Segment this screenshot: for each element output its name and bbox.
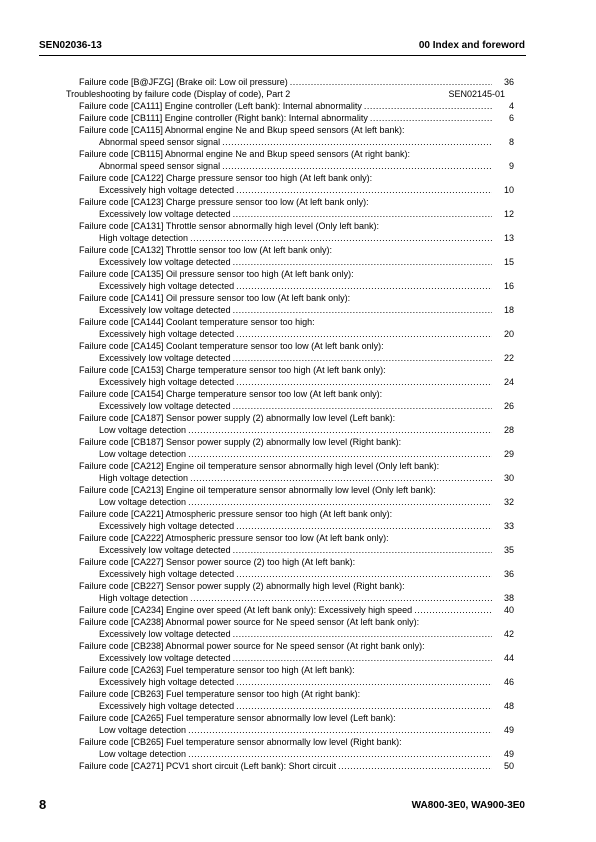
toc-entry-text: Failure code [CA187] Sensor power supply (2) abnormally low level (Left bank): bbox=[79, 413, 396, 423]
toc-entry-text: Excessively high voltage detected bbox=[99, 281, 235, 291]
toc-entry-continuation-line bbox=[66, 520, 514, 532]
toc-page-number: 32 bbox=[503, 497, 514, 507]
toc-dot-leader bbox=[236, 520, 492, 532]
toc-entry bbox=[66, 172, 514, 196]
toc-entry-text: Failure code [CA135] Oil pressure sensor too high (At left bank only): bbox=[79, 269, 354, 279]
toc-entry-title-line bbox=[66, 532, 514, 544]
toc-entry bbox=[66, 340, 514, 364]
toc-entry bbox=[66, 244, 514, 268]
toc-page-number: 22 bbox=[503, 353, 514, 363]
toc-page-number: 6 bbox=[508, 113, 514, 123]
section-title: 00 Index and foreword bbox=[418, 40, 525, 51]
toc-page-number: 29 bbox=[503, 449, 514, 459]
toc-entry-continuation-line bbox=[66, 496, 514, 508]
toc-entry-text: Failure code [CA221] Atmospheric pressure sensor too high (At left bank only): bbox=[79, 509, 393, 519]
toc-entry bbox=[66, 616, 514, 640]
toc-page-number: 4 bbox=[508, 101, 514, 111]
toc-entry bbox=[66, 640, 514, 664]
toc-entry-text: Troubleshooting by failure code (Display of code), Part 2 bbox=[66, 89, 291, 99]
toc-entry-continuation-line bbox=[66, 136, 514, 148]
toc-dot-leader bbox=[222, 160, 492, 172]
toc-page-number: 10 bbox=[503, 185, 514, 195]
toc-entry-text: Failure code [CA213] Engine oil temperature sensor abnormally low level (Only left bank): bbox=[79, 485, 436, 495]
toc-entry-title-line bbox=[66, 268, 514, 280]
toc-entry-continuation-line bbox=[66, 676, 514, 688]
toc-page-number: 48 bbox=[503, 701, 514, 711]
toc-page-number: 9 bbox=[508, 161, 514, 171]
toc-entry bbox=[66, 112, 514, 124]
toc-entry bbox=[66, 604, 514, 616]
toc-dot-leader bbox=[236, 376, 492, 388]
toc-entry-text: Excessively low voltage detected bbox=[99, 629, 231, 639]
toc-entry-text: Low voltage detection bbox=[99, 725, 187, 735]
toc-entry-text: Failure code [CB111] Engine controller (Right bank): Internal abnormality bbox=[79, 113, 368, 123]
toc-page-number: 33 bbox=[503, 521, 514, 531]
toc-entry bbox=[66, 412, 514, 436]
toc-page-number: 8 bbox=[508, 137, 514, 147]
toc-page-number: 12 bbox=[503, 209, 514, 219]
toc-page-number: 49 bbox=[503, 749, 514, 759]
toc-entry-continuation-line bbox=[66, 472, 514, 484]
toc-page-number: 50 bbox=[503, 761, 514, 771]
toc-entry-text: Failure code [CA122] Charge pressure sensor too high (At left bank only): bbox=[79, 173, 373, 183]
toc-entry-text: Excessively high voltage detected bbox=[99, 329, 235, 339]
toc-entry-continuation-line bbox=[66, 304, 514, 316]
toc-entry-continuation-line bbox=[66, 700, 514, 712]
toc-entry-title-line bbox=[66, 388, 514, 400]
toc-entry-text: Failure code [CA144] Coolant temperature sensor too high: bbox=[79, 317, 315, 327]
toc-page-number: 28 bbox=[503, 425, 514, 435]
toc-dot-leader bbox=[236, 328, 492, 340]
toc-entry-text: Failure code [CA263] Fuel temperature sensor too high (At left bank): bbox=[79, 665, 355, 675]
toc-entry bbox=[66, 556, 514, 580]
toc-entry-continuation-line bbox=[66, 328, 514, 340]
toc-entry-text: Failure code [CB115] Abnormal engine Ne and Bkup speed sensors (At right bank): bbox=[79, 149, 411, 159]
toc-entry-text: Excessively low voltage detected bbox=[99, 257, 231, 267]
toc-dot-leader bbox=[188, 448, 492, 460]
toc-entry bbox=[66, 664, 514, 688]
toc-entry-title-line bbox=[66, 88, 514, 100]
toc-entry bbox=[66, 712, 514, 736]
toc-entry-continuation-line bbox=[66, 208, 514, 220]
toc-entry-title-line bbox=[66, 580, 514, 592]
toc-page-number: 18 bbox=[503, 305, 514, 315]
toc-entry bbox=[66, 508, 514, 532]
table-of-contents bbox=[66, 76, 514, 772]
toc-dot-leader bbox=[233, 628, 492, 640]
toc-dot-leader bbox=[190, 232, 492, 244]
toc-entry bbox=[66, 148, 514, 172]
toc-entry-title-line bbox=[66, 436, 514, 448]
toc-entry-text: Excessively high voltage detected bbox=[99, 569, 235, 579]
toc-entry-continuation-line bbox=[66, 448, 514, 460]
toc-entry-text: Failure code [CA141] Oil pressure sensor too low (At left bank only): bbox=[79, 293, 351, 303]
toc-entry-continuation-line bbox=[66, 256, 514, 268]
toc-page-number: 13 bbox=[503, 233, 514, 243]
toc-dot-leader bbox=[222, 136, 492, 148]
toc-entry-title-line bbox=[66, 76, 514, 88]
toc-page-number: 30 bbox=[503, 473, 514, 483]
toc-entry-text: Excessively high voltage detected bbox=[99, 677, 235, 687]
toc-entry-text: Failure code [CB227] Sensor power supply (2) abnormally high level (Right bank): bbox=[79, 581, 405, 591]
toc-entry-continuation-line bbox=[66, 352, 514, 364]
toc-entry-text: Excessively low voltage detected bbox=[99, 209, 231, 219]
toc-entry-title-line bbox=[66, 664, 514, 676]
toc-page-number: 36 bbox=[503, 77, 514, 87]
toc-entry-text: Abnormal speed sensor signal bbox=[99, 137, 221, 147]
toc-dot-leader bbox=[236, 280, 492, 292]
toc-entry-title-line bbox=[66, 760, 514, 772]
toc-entry-title-line bbox=[66, 292, 514, 304]
toc-page-number: 15 bbox=[503, 257, 514, 267]
toc-entry-text: High voltage detection bbox=[99, 233, 189, 243]
toc-entry-title-line bbox=[66, 412, 514, 424]
toc-entry-title-line bbox=[66, 508, 514, 520]
toc-entry-text: Failure code [CA271] PCV1 short circuit (Left bank): Short circuit bbox=[79, 761, 337, 771]
toc-entry-text: Failure code [CA234] Engine over speed (At left bank only): Excessively high speed bbox=[79, 605, 413, 615]
toc-dot-leader bbox=[188, 724, 492, 736]
toc-entry-title-line bbox=[66, 172, 514, 184]
toc-dot-leader bbox=[414, 604, 492, 616]
toc-entry-continuation-line bbox=[66, 652, 514, 664]
toc-dot-leader bbox=[233, 544, 492, 556]
toc-entry-text: Abnormal speed sensor signal bbox=[99, 161, 221, 171]
toc-entry-text: Excessively high voltage detected bbox=[99, 521, 235, 531]
toc-entry-title-line bbox=[66, 124, 514, 136]
toc-entry-text: Excessively low voltage detected bbox=[99, 305, 231, 315]
toc-entry-title-line bbox=[66, 112, 514, 124]
toc-entry-text: Failure code [CA123] Charge pressure sensor too low (At left bank only): bbox=[79, 197, 369, 207]
toc-dot-leader bbox=[188, 424, 492, 436]
toc-entry-continuation-line bbox=[66, 724, 514, 736]
toc-page-number: 20 bbox=[503, 329, 514, 339]
toc-page-number: 16 bbox=[503, 281, 514, 291]
toc-entry-continuation-line bbox=[66, 568, 514, 580]
toc-dot-leader bbox=[236, 568, 492, 580]
toc-page-number: 36 bbox=[503, 569, 514, 579]
toc-entry-text: Low voltage detection bbox=[99, 497, 187, 507]
toc-page-number: 35 bbox=[503, 545, 514, 555]
toc-dot-leader bbox=[233, 352, 492, 364]
toc-entry bbox=[66, 736, 514, 760]
toc-entry-title-line bbox=[66, 100, 514, 112]
toc-entry-text: Low voltage detection bbox=[99, 749, 187, 759]
toc-entry bbox=[66, 220, 514, 244]
toc-entry bbox=[66, 436, 514, 460]
toc-entry-continuation-line bbox=[66, 280, 514, 292]
toc-entry-text: Failure code [CB187] Sensor power supply (2) abnormally low level (Right bank): bbox=[79, 437, 402, 447]
toc-entry-text: Failure code [CA132] Throttle sensor too low (At left bank only): bbox=[79, 245, 332, 255]
toc-entry-continuation-line bbox=[66, 592, 514, 604]
toc-entry-text: Excessively low voltage detected bbox=[99, 401, 231, 411]
toc-entry bbox=[66, 100, 514, 112]
toc-dot-leader bbox=[338, 760, 492, 772]
toc-entry bbox=[66, 484, 514, 508]
toc-dot-leader bbox=[188, 496, 492, 508]
toc-entry-text: Failure code [CA227] Sensor power source (2) too high (At left bank): bbox=[79, 557, 356, 567]
toc-entry-title-line bbox=[66, 736, 514, 748]
toc-dot-leader bbox=[364, 100, 492, 112]
toc-page-number: 42 bbox=[503, 629, 514, 639]
toc-entry bbox=[66, 292, 514, 316]
toc-entry-title-line bbox=[66, 364, 514, 376]
toc-entry-text: Low voltage detection bbox=[99, 425, 187, 435]
toc-entry-continuation-line bbox=[66, 160, 514, 172]
toc-page-number: 44 bbox=[503, 653, 514, 663]
header-rule bbox=[39, 55, 526, 56]
toc-entry-text: Failure code [CB263] Fuel temperature sensor too high (At right bank): bbox=[79, 689, 361, 699]
toc-entry-continuation-line bbox=[66, 748, 514, 760]
toc-dot-leader bbox=[233, 256, 492, 268]
toc-dot-leader bbox=[236, 700, 492, 712]
toc-entry-title-line bbox=[66, 340, 514, 352]
toc-entry-title-line bbox=[66, 148, 514, 160]
toc-entry-title-line bbox=[66, 316, 514, 328]
toc-dot-leader bbox=[233, 652, 492, 664]
toc-entry-title-line bbox=[66, 244, 514, 256]
toc-entry bbox=[66, 124, 514, 148]
toc-entry-text: Failure code [CA145] Coolant temperature sensor too low (At left bank only): bbox=[79, 341, 384, 351]
toc-entry-text: Failure code [CA222] Atmospheric pressure sensor too low (At left bank only): bbox=[79, 533, 389, 543]
toc-doc-reference: SEN02145-01 bbox=[448, 89, 505, 99]
toc-page-number: 24 bbox=[503, 377, 514, 387]
toc-page-number: 49 bbox=[503, 725, 514, 735]
toc-entry-continuation-line bbox=[66, 424, 514, 436]
toc-entry-continuation-line bbox=[66, 628, 514, 640]
toc-dot-leader bbox=[233, 400, 492, 412]
toc-dot-leader bbox=[188, 748, 492, 760]
toc-entry-text: Failure code [CA265] Fuel temperature sensor abnormally low level (Left bank): bbox=[79, 713, 396, 723]
toc-entry-title-line bbox=[66, 604, 514, 616]
toc-entry-text: Excessively high voltage detected bbox=[99, 377, 235, 387]
toc-entry bbox=[66, 316, 514, 340]
toc-entry-title-line bbox=[66, 640, 514, 652]
toc-entry-text: Excessively high voltage detected bbox=[99, 185, 235, 195]
toc-dot-leader bbox=[190, 472, 492, 484]
toc-entry-text: Excessively low voltage detected bbox=[99, 653, 231, 663]
toc-entry-title-line bbox=[66, 220, 514, 232]
toc-entry-text: Failure code [CB238] Abnormal power source for Ne speed sensor (At right bank only): bbox=[79, 641, 425, 651]
toc-dot-leader bbox=[190, 592, 492, 604]
toc-entry-text: Failure code [CA212] Engine oil temperature sensor abnormally high level (Only left bank): bbox=[79, 461, 440, 471]
toc-dot-leader bbox=[236, 184, 492, 196]
toc-entry-text: Excessively high voltage detected bbox=[99, 701, 235, 711]
toc-entry-text: Failure code [CA131] Throttle sensor abnormally high level (Only left bank): bbox=[79, 221, 379, 231]
toc-entry-continuation-line bbox=[66, 544, 514, 556]
toc-page-number: 46 bbox=[503, 677, 514, 687]
toc-entry-title-line bbox=[66, 556, 514, 568]
toc-entry-text: Failure code [CA115] Abnormal engine Ne and Bkup speed sensors (At left bank): bbox=[79, 125, 405, 135]
toc-entry bbox=[66, 580, 514, 604]
toc-entry-text: Failure code [CA111] Engine controller (Left bank): Internal abnormality bbox=[79, 101, 362, 111]
toc-entry-title-line bbox=[66, 484, 514, 496]
toc-page-number: 26 bbox=[503, 401, 514, 411]
toc-entry-continuation-line bbox=[66, 400, 514, 412]
toc-page-number: 38 bbox=[503, 593, 514, 603]
toc-entry bbox=[66, 460, 514, 484]
toc-entry bbox=[66, 760, 514, 772]
toc-dot-leader bbox=[233, 208, 492, 220]
toc-entry-text: Excessively low voltage detected bbox=[99, 353, 231, 363]
toc-entry-text: Low voltage detection bbox=[99, 449, 187, 459]
toc-entry-text: Failure code [CA238] Abnormal power source for Ne speed sensor (At left bank only): bbox=[79, 617, 420, 627]
toc-entry-text: High voltage detection bbox=[99, 473, 189, 483]
toc-entry-title-line bbox=[66, 712, 514, 724]
toc-entry bbox=[66, 388, 514, 412]
toc-entry bbox=[66, 364, 514, 388]
document-code: SEN02036-13 bbox=[39, 40, 102, 51]
toc-group-heading bbox=[66, 88, 514, 100]
toc-entry-text: Failure code [CB265] Fuel temperature sensor abnormally low level (Right bank): bbox=[79, 737, 402, 747]
toc-dot-leader bbox=[233, 304, 492, 316]
toc-entry-continuation-line bbox=[66, 232, 514, 244]
model-numbers: WA800-3E0, WA900-3E0 bbox=[411, 800, 525, 811]
toc-entry bbox=[66, 532, 514, 556]
toc-entry-title-line bbox=[66, 460, 514, 472]
toc-entry bbox=[66, 688, 514, 712]
toc-entry-title-line bbox=[66, 196, 514, 208]
toc-dot-leader bbox=[236, 676, 492, 688]
toc-entry-text: Failure code [B@JFZG] (Brake oil: Low oil pressure) bbox=[79, 77, 288, 87]
page-number: 8 bbox=[39, 797, 47, 812]
toc-entry bbox=[66, 76, 514, 88]
toc-entry-continuation-line bbox=[66, 376, 514, 388]
toc-dot-leader bbox=[370, 112, 492, 124]
toc-entry-text: Failure code [CA153] Charge temperature sensor too high (At left bank only): bbox=[79, 365, 386, 375]
toc-entry bbox=[66, 196, 514, 220]
toc-entry-text: High voltage detection bbox=[99, 593, 189, 603]
toc-entry-text: Failure code [CA154] Charge temperature sensor too low (At left bank only): bbox=[79, 389, 383, 399]
toc-entry-text: Excessively low voltage detected bbox=[99, 545, 231, 555]
toc-entry-title-line bbox=[66, 688, 514, 700]
toc-entry-continuation-line bbox=[66, 184, 514, 196]
toc-entry bbox=[66, 268, 514, 292]
toc-page-number: 40 bbox=[503, 605, 514, 615]
toc-dot-leader bbox=[290, 76, 492, 88]
toc-entry-title-line bbox=[66, 616, 514, 628]
